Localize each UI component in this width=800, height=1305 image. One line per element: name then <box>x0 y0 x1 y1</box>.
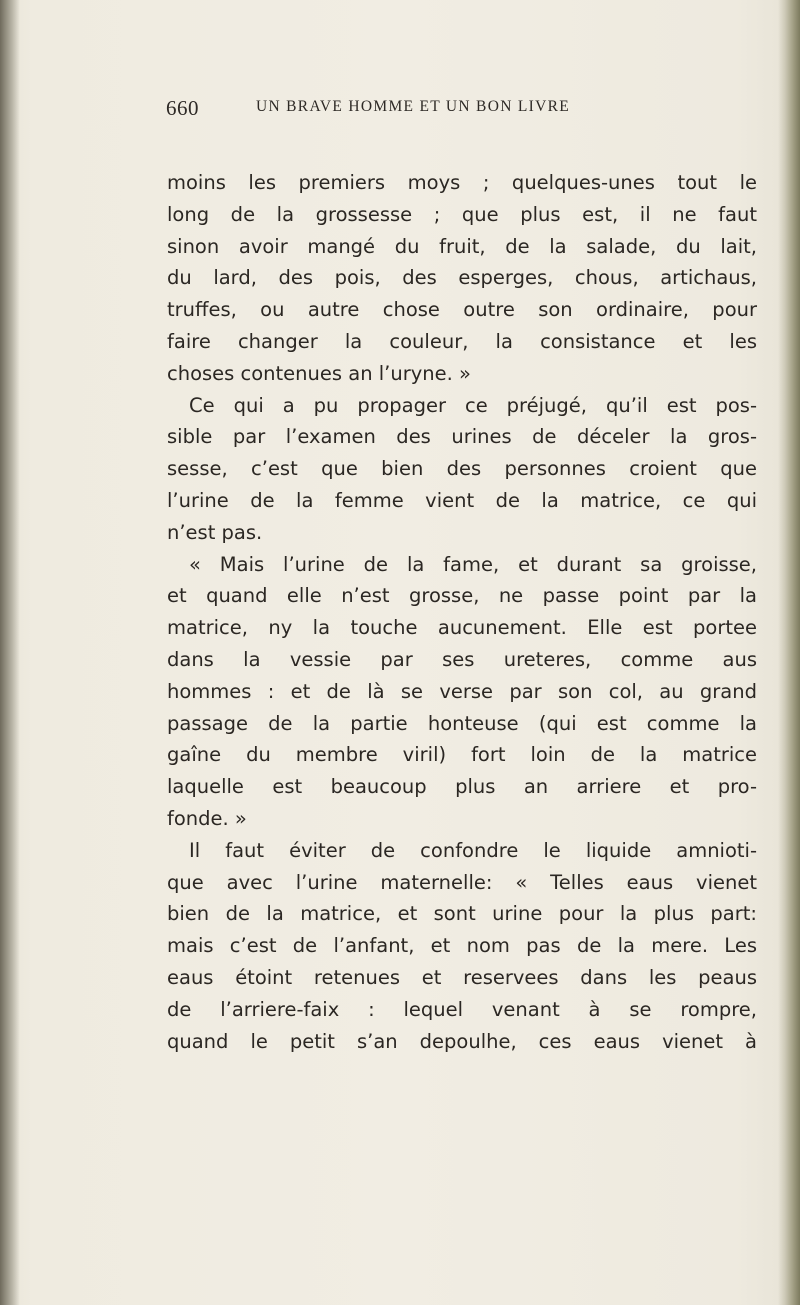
text-line: laquelle est beaucoup plus an arriere et pro- <box>167 775 757 799</box>
text-line: mais c’est de l’anfant, et nom pas de la mere. Les <box>167 934 757 958</box>
text-line: sinon avoir mangé du fruit, de la salade, du lait, <box>167 234 757 258</box>
page-header <box>166 96 726 126</box>
text-line: l’urine de la femme vient de la matrice, ce qui <box>167 488 757 512</box>
text-line: sible par l’examen des urines de déceler la gros- <box>167 425 757 449</box>
running-title: UN BRAVE HOMME ET UN BON LIVRE <box>256 98 570 115</box>
text-line: et quand elle n’est grosse, ne passe point par la <box>167 584 757 608</box>
page-binding-edge <box>0 0 20 1305</box>
text-line: « Mais l’urine de la fame, et durant sa groisse, <box>189 552 757 576</box>
text-line: Il faut éviter de confondre le liquide amnioti- <box>189 838 757 862</box>
text-line: Ce qui a pu propager ce préjugé, qu’il est pos- <box>189 393 757 417</box>
text-line: eaus étoint retenues et reservees dans les peaus <box>167 965 757 989</box>
text-line: long de la grossesse ; que plus est, il ne faut <box>167 202 757 226</box>
text-line: du lard, des pois, des esperges, chous, artichaus, <box>167 266 757 290</box>
text-line: hommes : et de là se verse par son col, au grand <box>167 679 757 703</box>
page-number: 660 <box>166 96 199 120</box>
text-line: bien de la matrice, et sont urine pour la plus part: <box>167 902 757 926</box>
text-line: quand le petit s’an depoulhe, ces eaus vienet à <box>167 1029 757 1053</box>
text-line: que avec l’urine maternelle: « Telles eaus vienet <box>167 870 757 894</box>
text-line: matrice, ny la touche aucunement. Elle est portee <box>167 616 757 640</box>
text-line: truffes, ou autre chose outre son ordinaire, pour <box>167 298 757 322</box>
text-line: de l’arriere-faix : lequel venant à se rompre, <box>167 997 757 1021</box>
page-outer-edge <box>778 0 800 1305</box>
text-line: fonde. » <box>167 806 247 830</box>
text-line: passage de la partie honteuse (qui est comme la <box>167 711 757 735</box>
text-line: gaîne du membre viril) fort loin de la matrice <box>167 743 757 767</box>
body-text <box>167 167 757 1057</box>
text-line: dans la vessie par ses ureteres, comme aus <box>167 647 757 671</box>
text-line: faire changer la couleur, la consistance et les <box>167 329 757 353</box>
text-line: moins les premiers moys ; quelques-unes tout le <box>167 171 757 194</box>
text-line: sesse, c’est que bien des personnes croient que <box>167 457 757 481</box>
text-line: choses contenues an l’uryne. » <box>167 361 471 385</box>
text-line: n’est pas. <box>167 520 263 544</box>
